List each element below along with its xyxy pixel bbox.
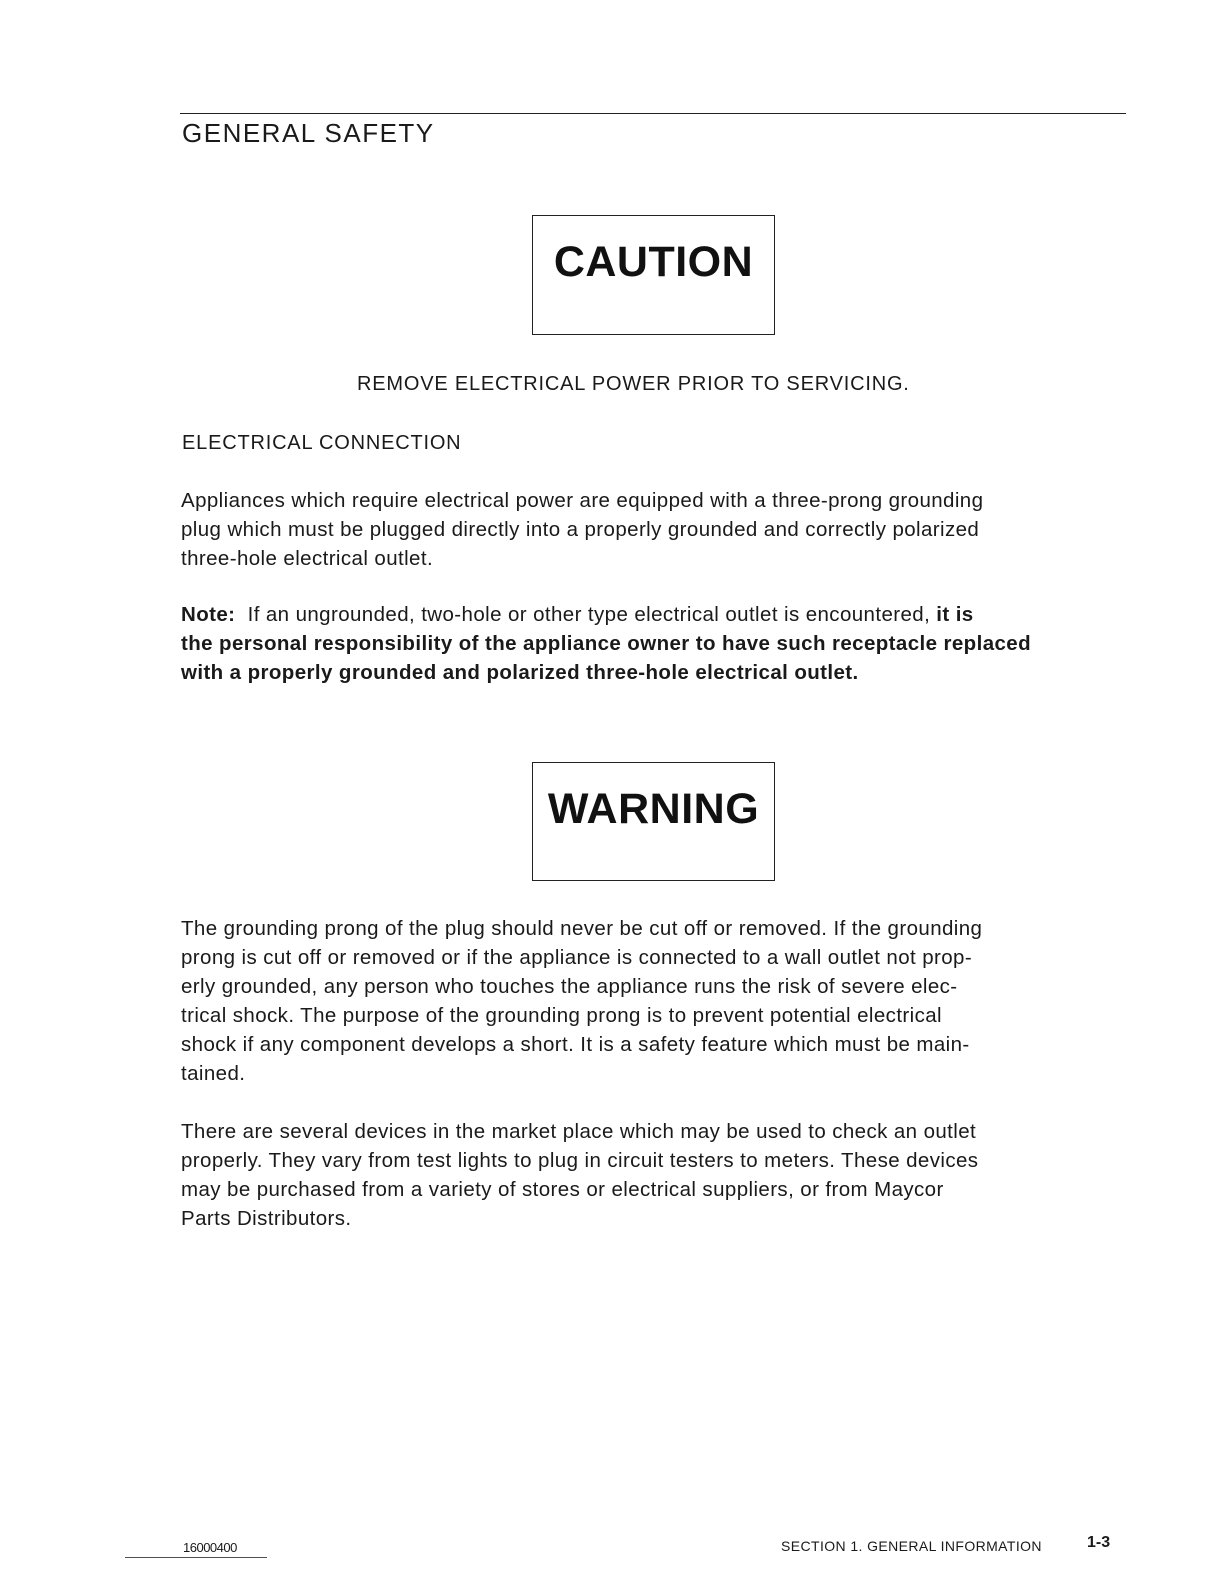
- caution-instruction: REMOVE ELECTRICAL POWER PRIOR TO SERVICING.: [357, 373, 910, 395]
- electrical-connection-heading: ELECTRICAL CONNECTION: [182, 432, 462, 454]
- paragraph-line: tained.: [181, 1062, 246, 1085]
- paragraph-line: There are several devices in the market place which may be used to check an outlet: [181, 1120, 977, 1143]
- paragraph-line: erly grounded, any person who touches the appliance runs the risk of severe elec-: [181, 975, 958, 998]
- paragraph-line: properly. They vary from test lights to plug in circuit testers to meters. These devices: [181, 1149, 979, 1172]
- section-title: GENERAL SAFETY: [182, 118, 435, 148]
- document-code: 16000400: [183, 1540, 237, 1555]
- appliances-paragraph: [181, 486, 1126, 573]
- caution-label: CAUTION: [553, 238, 754, 286]
- header-rule: [180, 113, 1126, 114]
- note-plain-text: If an ungrounded, two-hole or other type electrical outlet is encountered,: [247, 603, 931, 626]
- warning-box: [532, 762, 775, 881]
- paragraph-line: trical shock. The purpose of the grounding prong is to prevent potential electrical: [181, 1004, 942, 1027]
- paragraph-line: three-hole electrical outlet.: [181, 547, 434, 570]
- footer-underline: [125, 1557, 267, 1558]
- paragraph-line: The grounding prong of the plug should never be cut off or removed. If the grounding: [181, 917, 983, 940]
- paragraph-line: plug which must be plugged directly into a properly grounded and correctly polarized: [181, 518, 980, 541]
- paragraph-line: Parts Distributors.: [181, 1207, 352, 1230]
- note-label: Note:: [181, 603, 236, 626]
- note-line: with a properly grounded and polarized three-hole electrical outlet.: [181, 661, 859, 684]
- note-bold-text: it is: [936, 603, 974, 626]
- paragraph-line: Appliances which require electrical power are equipped with a three-prong grounding: [181, 489, 984, 512]
- page-number: 1-3: [1087, 1534, 1111, 1551]
- warning-label: WARNING: [547, 785, 760, 833]
- paragraph-line: shock if any component develops a short. It is a safety feature which must be main-: [181, 1033, 970, 1056]
- note-line: [181, 600, 1126, 629]
- grounding-paragraph: [181, 914, 1126, 1088]
- note-paragraph: [181, 600, 1126, 687]
- note-line: the personal responsibility of the appliance owner to have such receptacle replaced: [181, 632, 1032, 655]
- footer-section-label: SECTION 1. GENERAL INFORMATION: [781, 1538, 1042, 1554]
- paragraph-line: may be purchased from a variety of stores or electrical suppliers, or from Maycor: [181, 1178, 944, 1201]
- paragraph-line: prong is cut off or removed or if the appliance is connected to a wall outlet not prop-: [181, 946, 973, 969]
- caution-box: [532, 215, 775, 335]
- devices-paragraph: [181, 1117, 1126, 1233]
